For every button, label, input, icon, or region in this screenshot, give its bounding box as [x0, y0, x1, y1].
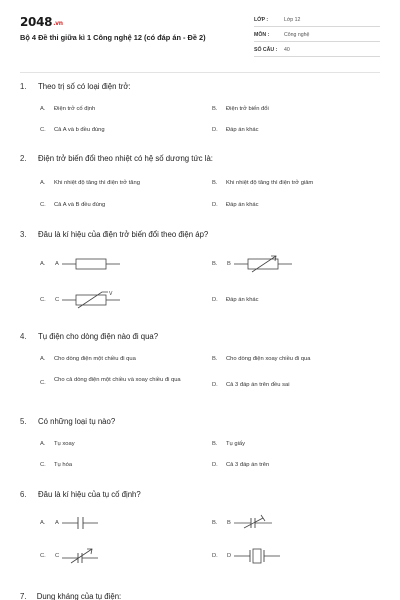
site-logo[interactable] — [20, 15, 63, 29]
option-letter: C. — [40, 462, 46, 468]
option-text: Cho dòng điện xoay chiều đi qua — [226, 356, 311, 362]
option-letter: C. — [40, 380, 46, 386]
option-b[interactable] — [212, 180, 313, 186]
option-text: Tụ giấy — [226, 441, 246, 447]
symbol-letter: B — [227, 520, 231, 526]
option-letter: A. — [40, 520, 46, 526]
option-letter: B. — [212, 261, 218, 267]
option-letter: C. — [40, 127, 46, 133]
document-header — [0, 0, 400, 70]
meta-count-label: SỐ CÂU : — [254, 47, 278, 53]
capacitor-icon — [62, 513, 126, 533]
option-text: Điện trở cố định — [54, 106, 96, 112]
question-number: 3. — [20, 230, 27, 239]
symbol-letter: B — [227, 261, 231, 267]
option-d[interactable] — [212, 297, 259, 303]
option-text: Khi nhiệt độ tăng thì điện trở giảm — [226, 180, 314, 186]
symbol-letter: A — [55, 520, 59, 526]
option-d[interactable] — [212, 462, 269, 468]
option-text: Điện trở biến đổi — [226, 106, 269, 112]
option-c[interactable] — [40, 376, 210, 396]
option-d[interactable] — [212, 202, 259, 208]
question-7 — [20, 592, 121, 600]
varistor-label: V — [109, 291, 113, 297]
option-text: Đáp án khác — [226, 202, 259, 208]
question-text: Đâu là kí hiệu của tụ cố định? — [38, 490, 141, 499]
option-c[interactable] — [40, 462, 72, 468]
option-letter: A. — [40, 106, 46, 112]
question-text: Điện trở biến đổi theo nhiệt có hệ số dương tức là: — [38, 154, 213, 163]
option-a[interactable] — [40, 356, 136, 362]
option-c[interactable] — [40, 127, 105, 133]
meta-count-value: 40 — [284, 47, 290, 53]
symbol-letter: A — [55, 261, 59, 267]
option-letter: A. — [40, 356, 46, 362]
logo-suffix: .vn — [53, 20, 63, 27]
question-text: Dung kháng của tụ điện: — [36, 592, 122, 600]
question-number: 4. — [20, 332, 27, 341]
option-letter: A. — [40, 180, 46, 186]
symbol-letter: C — [55, 297, 60, 303]
option-c[interactable] — [40, 202, 105, 208]
option-b[interactable] — [212, 513, 312, 533]
meta-subject-value: Công nghệ — [284, 32, 310, 38]
option-letter: A. — [40, 261, 46, 267]
option-letter: C. — [40, 202, 46, 208]
question-number: 5. — [20, 417, 27, 426]
option-text: Cho cả dòng điện một chiều và xoay chiều đi qua — [54, 377, 181, 383]
option-letter: B. — [212, 441, 218, 447]
option-letter: C. — [40, 297, 46, 303]
option-c[interactable] — [40, 546, 140, 566]
question-number: 7. — [20, 592, 27, 600]
option-c[interactable] — [40, 290, 140, 310]
question-number: 2. — [20, 154, 27, 163]
option-a[interactable] — [40, 441, 75, 447]
option-letter: B. — [212, 520, 218, 526]
resistor-icon — [62, 254, 126, 274]
symbol-letter: C — [55, 553, 60, 559]
option-text: Khi nhiệt độ tăng thì điện trở tăng — [54, 180, 140, 186]
option-letter: D. — [212, 382, 218, 388]
meta-subject-label: MÔN : — [254, 32, 270, 38]
meta-grade-value: Lớp 12 — [284, 17, 301, 23]
option-text: Cho dòng điện một chiều đi qua — [54, 356, 136, 362]
meta-subject — [254, 29, 380, 42]
meta-grade-label: LỚP : — [254, 17, 269, 23]
option-text: Cả A và B đều đúng — [54, 202, 106, 208]
option-d[interactable] — [212, 382, 290, 388]
question-number: 6. — [20, 490, 27, 499]
option-letter: B. — [212, 106, 218, 112]
question-text: Tụ điện cho dòng điện nào đi qua? — [38, 332, 159, 341]
variable-resistor-icon — [234, 254, 298, 274]
option-letter: D. — [212, 297, 218, 303]
option-d[interactable] — [212, 546, 312, 566]
document-title: Bộ 4 Đề thi giữa kì 1 Công nghệ 12 (có đáp án - Đề 2) — [20, 33, 206, 42]
question-number: 1. — [20, 82, 27, 91]
option-letter: D. — [212, 127, 218, 133]
varistor-icon — [62, 290, 126, 310]
option-text: Tụ xoay — [54, 441, 75, 447]
option-b[interactable] — [212, 441, 245, 447]
option-text: Cả 3 đáp án trên đều sai — [226, 382, 290, 388]
question-text: Theo trị số có loại điện trở: — [38, 82, 131, 91]
option-letter: D. — [212, 202, 218, 208]
option-text: Đáp án khác — [226, 127, 259, 133]
option-letter: D. — [212, 462, 218, 468]
option-a[interactable] — [40, 513, 140, 533]
variable-capacitor-icon — [62, 546, 126, 566]
question-text: Đâu là kí hiệu của điện trở biến đổi theo điện áp? — [38, 230, 209, 239]
option-text: Cả A và b đều đúng — [54, 127, 105, 133]
trimmer-capacitor-icon — [234, 513, 298, 533]
option-letter: D. — [212, 553, 218, 559]
option-a[interactable] — [40, 180, 140, 186]
option-letter: B. — [212, 180, 218, 186]
logo-text: 2048 — [20, 15, 53, 29]
option-text: Tụ hóa — [54, 462, 73, 468]
option-text: Cả 3 đáp án trên — [226, 462, 270, 468]
option-letter: A. — [40, 441, 46, 447]
meta-grade — [254, 14, 380, 27]
option-text: Đáp án khác — [226, 297, 259, 303]
option-b[interactable] — [212, 254, 312, 274]
option-letter: C. — [40, 553, 46, 559]
option-d[interactable] — [212, 127, 259, 133]
symbol-letter: D — [227, 553, 232, 559]
meta-question-count — [254, 44, 380, 57]
option-b[interactable] — [212, 106, 269, 112]
option-a[interactable] — [40, 254, 140, 274]
header-divider — [20, 72, 380, 73]
option-a[interactable] — [40, 106, 95, 112]
option-b[interactable] — [212, 356, 310, 362]
question-text: Có những loại tụ nào? — [38, 417, 116, 426]
crystal-icon — [234, 546, 304, 566]
option-letter: B. — [212, 356, 218, 362]
